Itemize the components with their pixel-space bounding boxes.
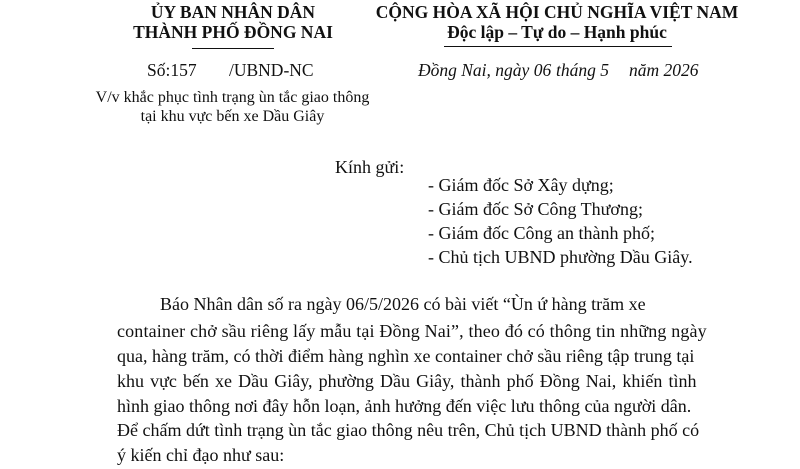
body-line: container chở sầu riêng lấy mẫu tại Đồng Nai”, theo đó có thông tin những ngày [117,321,707,341]
national-motto: Độc lập – Tự do – Hạnh phúc [447,22,667,42]
body-line: ý kiến chỉ đạo như sau: [117,445,285,465]
agency-name-line2: THÀNH PHỐ ĐỒNG NAI [133,22,333,42]
document-number-prefix: Số:157 [147,60,197,80]
recipient-item: - Chủ tịch UBND phường Dầu Giây. [428,247,693,267]
body-line: Báo Nhân dân số ra ngày 06/5/2026 có bài viết “Ùn ứ hàng trăm xe [160,294,646,314]
subject-line1: V/v khắc phục tình trạng ùn tắc giao thông [95,89,370,106]
recipient-item: - Giám đốc Sở Công Thương; [428,199,643,219]
document-number-suffix: /UBND-NC [229,60,314,80]
date-year: năm 2026 [629,60,699,80]
body-line: hình giao thông nơi đây hỗn loạn, ảnh hưởng đến việc lưu thông của người dân. [117,396,692,416]
body-line: Để chấm dứt tình trạng ùn tắc giao thông nêu trên, Chủ tịch UBND thành phố có [117,420,700,440]
motto-underline [444,46,672,47]
body-line: qua, hàng trăm, có thời điểm hàng nghìn xe container chở sầu riêng tập trung tại [117,346,695,366]
body-line: khu vực bến xe Dầu Giây, phường Dầu Giây, thành phố Đồng Nai, khiến tình [117,371,697,391]
agency-name-line1: ỦY BAN NHÂN DÂN [150,2,316,22]
date-month: tháng 5 [556,60,609,80]
nation-title: CỘNG HÒA XÃ HỘI CHỦ NGHĨA VIỆT NAM [375,2,739,22]
recipient-item: - Giám đốc Sở Xây dựng; [428,175,614,195]
subject-line2: tại khu vực bến xe Dầu Giây [140,108,325,125]
salutation: Kính gửi: [335,157,405,177]
date-place: Đồng Nai, ngày 06 [418,60,552,80]
recipient-item: - Giám đốc Công an thành phố; [428,223,655,243]
agency-underline [192,48,274,49]
